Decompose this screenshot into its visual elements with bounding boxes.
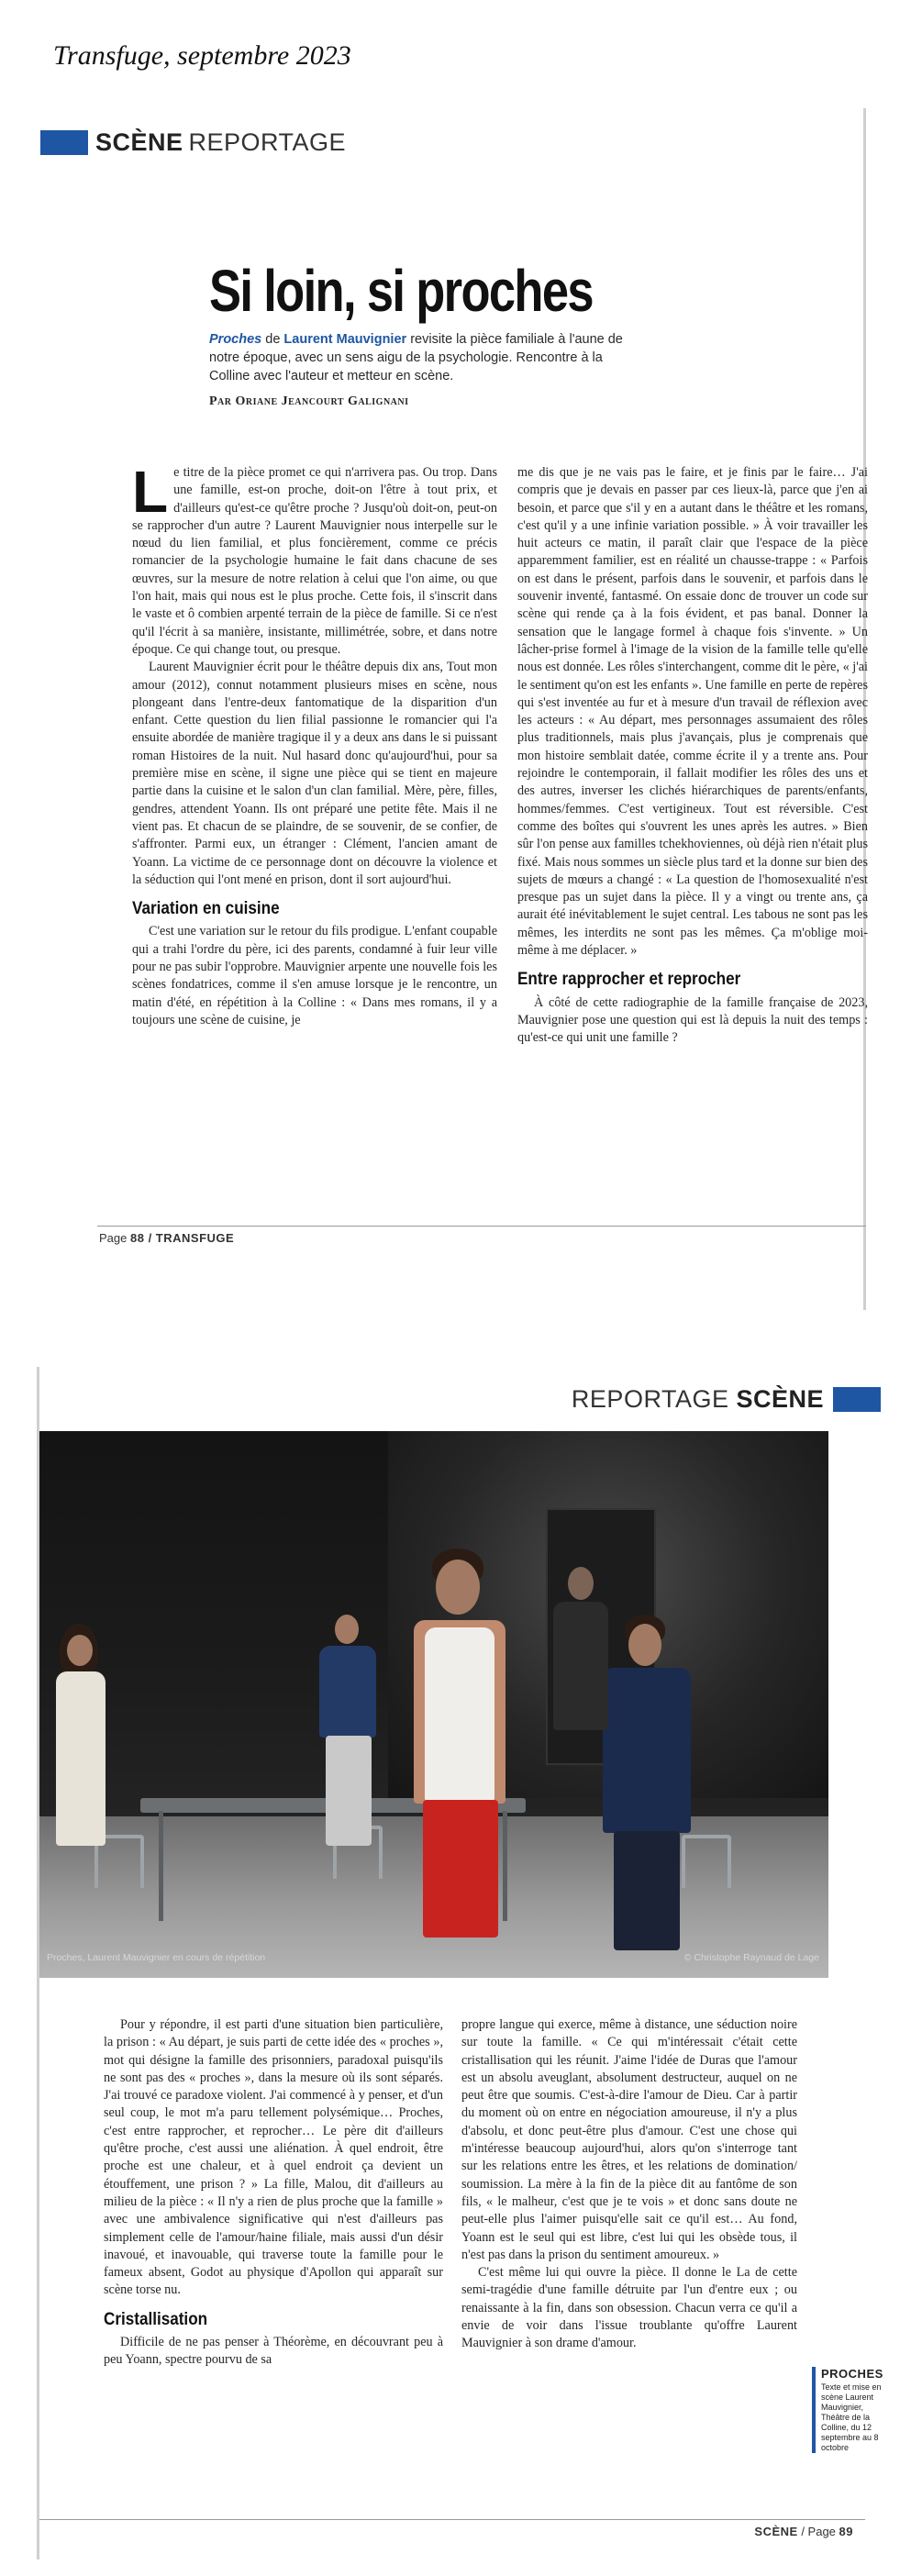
section-name: SCÈNE bbox=[736, 1385, 824, 1413]
rehearsal-photo bbox=[39, 1431, 828, 1978]
standfirst bbox=[209, 330, 640, 385]
article-column-1 bbox=[132, 459, 497, 1029]
table-leg bbox=[503, 1811, 507, 1921]
folio-section: SCÈNE bbox=[754, 2525, 798, 2538]
folio-number: 89 bbox=[839, 2525, 853, 2538]
section-color-bar bbox=[833, 1387, 881, 1412]
table-leg bbox=[159, 1811, 163, 1921]
footer-rule bbox=[39, 2519, 865, 2520]
page-89 bbox=[37, 1367, 881, 2559]
paragraph bbox=[132, 459, 497, 659]
subheading: Cristallisation bbox=[104, 2309, 208, 2329]
drop-cap: L bbox=[132, 459, 169, 525]
paragraph: Laurent Mauvignier écrit pour le théâtre depuis dix ans, Tout mon amour (2012), connut notamment plusieurs mises en scène, nous plongeant dans l'entre-deux fantomatique de la disparition d'un enfant. Cette question du lien filial passionne le romancier qui l'a ensuite abordée de manière tragique il y a deux ans dans le si puissant roman Histoires de la nuit. Nul hasard donc qu'aujourd'hui, pour sa première mise en scène, il signe une pièce qui se tient en majeure partie dans la cuisine et le salon d'un clan familial. Mère, père, filles, gendres, attendent Yoann. Ils ont préparé une petite fête. Mais il ne vient pas. Et chacun de se plaindre, de se souvenir, de se confier, de s'affronter. Parmi eux, un étranger : Clément, l'ancien amant de Yoann. La victime de ce personnage dont on découvre la violence et la séduction qui l'ont mené en prison, dont il sort aujourd'hui. bbox=[132, 660, 497, 887]
article-column-3 bbox=[104, 2016, 443, 2370]
paragraph: me dis que je ne vais pas le faire, et je finis par le faire… J'ai compris que je devais en passer par ces lieux-là, parce que j'en ai besoin, et parce que s'il y en a autant dans le théâtre et les romans, c'est qu'il y a une infinie variation possible. » À voir travailler les huit acteurs ce matin, il paraît clair que l'espace de la pièce apparemment familier, est en réalité un chausse-trappe : « Parfois on est dans le présent, parfois dans le souvenir, et parfois dans le souvenir inventé, fantasmé. On essaie donc de trouver un code sur scène qui rende ça à la fois évident, et pas banal. Donner la sensation que le langage formel à chaque fois s'invente. » Un lâcher-prise formel à l'image de la vision de la famille telle qu'elle nous est donnée. Les rôles s'interchangent, comme dit le père, « j'ai le sentiment qu'on est les enfants ». Une famille en perte de repères qui s'est inventée au fur et à mesure d'un travail de réflexion avec les acteurs : « Au départ, mes personnages assumaient des rôles plus traditionnels, mais plus j'avançais, plus je comprenais que mon histoire semblait datée, comme écrite il y a trente ans. Pour rejoindre le contemporain, il fallait modifier les rôles des uns et des autres, inverser les clichés hiérarchiques de parents/enfants, hommes/femmes. C'est vertigineux. Tout est réversible. C'est comme des boîtes qui s'ouvrent les unes après les autres. » Bien sûr l'on pense aux familles tchekhoviennes, où déjà rien n'était plus fixé. Mais nous sommes un siècle plus tard et la donne sur bien des sujets de mœurs a changé : « La question de l'homosexualité n'est presque pas un sujet dans la pièce. Il y a vingt ou trente ans, ça aurait été inévitablement le sujet central. Les tabous ne sont pas les mêmes, les interdits ne sont pas les mêmes. Ça m'oblige moi-même à me déplacer. » bbox=[517, 465, 868, 959]
chair bbox=[682, 1835, 731, 1888]
photo-credit: © Christophe Raynaud de Lage bbox=[683, 1952, 819, 1963]
folio-prefix: Page bbox=[99, 1231, 130, 1245]
folio-number: 88 bbox=[129, 1231, 145, 1245]
head bbox=[67, 1635, 93, 1666]
paragraph: C'est une variation sur le retour du fils prodigue. L'enfant coupable qui a trahi l'ordre du père, ici des parents, condamné à fuir leur ville pour ne pas subir l'opprobre. Mauvignier arpente une nouvelle fois les scènes fondatrices, comme il s'en amuse lorsque je le rencontre, un matin d'été, en répétition à la Colline : « Dans mes romans, il y a toujours une scène de cuisine, je bbox=[132, 924, 497, 1027]
folio-prefix: Page bbox=[807, 2525, 839, 2538]
page-folio bbox=[754, 2525, 853, 2538]
section-sub: REPORTAGE bbox=[571, 1385, 729, 1413]
byline: Par Oriane Jeancourt Galignani bbox=[209, 394, 409, 408]
dark-trousers bbox=[614, 1831, 680, 1950]
standfirst-text: revisite la pièce familiale à l'aune de notre époque, avec un sens aigu de la psychologie. Rencontre à la Colline avec l'auteur et metteur en scène. bbox=[209, 332, 623, 383]
paragraph-text: e titre de la pièce promet ce qui n'arrivera pas. Ou trop. Dans une famille, est-on proche, doit-on l'être à tout prix, et d'ailleurs qu'est-ce qu'être proche ? Jusqu'où doit-on, peut-on se rapprocher d'un autre ? Laurent Mauvignier nous interpelle sur le nœud du lien familial, et plus foncièrement, comme ce précis romancier de la psychologie humaine le fait dans chacune de ses œuvres, sur la mesure de notre relation à celui que l'on aime, ou que l'on hait, mais qui nous est le plus proche. Cette fois, il s'inscrit dans le vaste et ô combien arpenté terrain de la pièce de famille. Si ce n'est qu'il l'écrit à sa manière, insistante, millimétrée, sobre, et dans notre époque. Ce qui change tout, ou presque. bbox=[132, 465, 497, 657]
standfirst-de: de bbox=[261, 332, 284, 347]
section-tag bbox=[40, 128, 346, 157]
article-column-2 bbox=[517, 464, 868, 1048]
standfirst-title: Proches bbox=[209, 332, 262, 347]
paragraph: propre langue qui exerce, même à distance, une séduction noire sur toute la famille. « Ce qui m'intéressait c'était cette cristallisation qui les réunit. J'aime l'idée de Duras que l'amour est un absolu aveuglant, absolument destructeur, auquel on ne peut être que soumis. C'est-à-dire l'amour de Dieu. Car à partir du moment où on entre en négociation amoureuse, il n'y a plus d'absolu, et donc peut-être plus d'amour. C'est une chose qui m'intéresse beaucoup aujourd'hui, alors qu'on s'interroge tant sur les relations entre les êtres, et les relations de domination/ soumission. La mère à la fin de la pièce dit au fantôme de son fils, « le malheur, c'est que je te vois » et donc sans doute ne peut-elle plus l'aimer puisqu'elle sait ce qu'il est… Au fond, Yoann est le seul qui est libre, c'est lui qui les obsède tous, il n'est pas dans la prison du sentiment amoureux. » bbox=[461, 2017, 797, 2262]
footer-rule bbox=[97, 1226, 866, 1227]
info-box bbox=[812, 2367, 887, 2453]
subheading: Entre rapprocher et reprocher bbox=[517, 970, 741, 990]
folio-sep: / bbox=[144, 1231, 156, 1245]
head bbox=[335, 1615, 359, 1644]
info-box-text: Texte et mise en scène Laurent Mauvignier, Théâtre de la Colline, du 12 septembre au 8 octobre bbox=[821, 2382, 882, 2452]
photo-caption: Proches, Laurent Mauvignier en cours de répétition bbox=[47, 1952, 266, 1963]
paragraph: C'est même lui qui ouvre la pièce. Il donne le La de cette semi-tragédie d'une famille détruite par l'un d'entre eux ; ou renaissante à la fin, dans son obsession. Chacun verra ce qu'il a envie de voir dans l'issue troublante qu'offre Laurent Mauvignier à son drame d'amour. bbox=[461, 2265, 797, 2351]
folio-publication: TRANSFUGE bbox=[155, 1231, 235, 1245]
folio-sep: / bbox=[797, 2525, 808, 2538]
paragraph: À côté de cette radiographie de la famille française de 2023, Mauvignier pose une question qui est là depuis la nuit des temps : qu'est-ce qui unit une famille ? bbox=[517, 994, 868, 1046]
blue-shirt bbox=[319, 1646, 376, 1738]
white-dress bbox=[56, 1671, 106, 1846]
section-tag bbox=[566, 1385, 881, 1414]
info-box-title: PROCHES bbox=[821, 2367, 883, 2381]
head bbox=[436, 1560, 480, 1615]
section-color-bar bbox=[40, 130, 88, 155]
paragraph: Difficile de ne pas penser à Théorème, en découvrant peu à peu Yoann, spectre pourvu de sa bbox=[104, 2335, 443, 2368]
head bbox=[628, 1624, 661, 1666]
white-tank-top bbox=[425, 1627, 494, 1802]
standfirst-author: Laurent Mauvignier bbox=[283, 332, 407, 347]
page-folio bbox=[99, 1231, 234, 1245]
navy-jacket bbox=[603, 1668, 691, 1833]
paragraph: Pour y répondre, il est parti d'une situation bien particulière, la prison : « Au départ, je suis parti de cette idée des « proches », mot qui désigne la famille des prisonniers, paradoxal puisqu'ils ne sont pas des « proches », dans la mesure où ils sont séparés. J'ai trouvé ce paradoxe violent. J'ai commencé à y penser, et d'un seul coup, le mot m'a paru tellement polysémique… Proches, c'est entre rapprocher, et reprocher… Le père dit d'ailleurs qu'être proche, c'est aussi une aliénation. À quel endroit, être proche est une chaleur, et à quel endroit ça devient un étouffement, une prison ? » La fille, Malou, dit d'ailleurs au milieu de la pièce : « Il n'y a rien de plus proche que la famille » avec une ambivalence significative qui n'est d'ailleurs pas simplement celle de l'amour/haine filiale, mais aussi d'un désir inavoué, et inavouable, qui traverse toute la famille pour le fameux absent, Godot au physique d'Apollon qui apparaît sur scène torse nu. bbox=[104, 2017, 443, 2298]
subheading: Variation en cuisine bbox=[132, 899, 280, 919]
headline: Si loin, si proches bbox=[209, 258, 593, 324]
masthead: Transfuge, septembre 2023 bbox=[53, 40, 351, 71]
dark-shirt bbox=[553, 1602, 608, 1730]
page-88 bbox=[40, 108, 866, 1310]
article-column-4 bbox=[461, 2016, 797, 2353]
red-trousers bbox=[423, 1800, 498, 1938]
section-sub: REPORTAGE bbox=[188, 128, 347, 156]
section-name: SCÈNE bbox=[95, 128, 183, 156]
head bbox=[568, 1567, 594, 1600]
trousers bbox=[326, 1736, 372, 1846]
